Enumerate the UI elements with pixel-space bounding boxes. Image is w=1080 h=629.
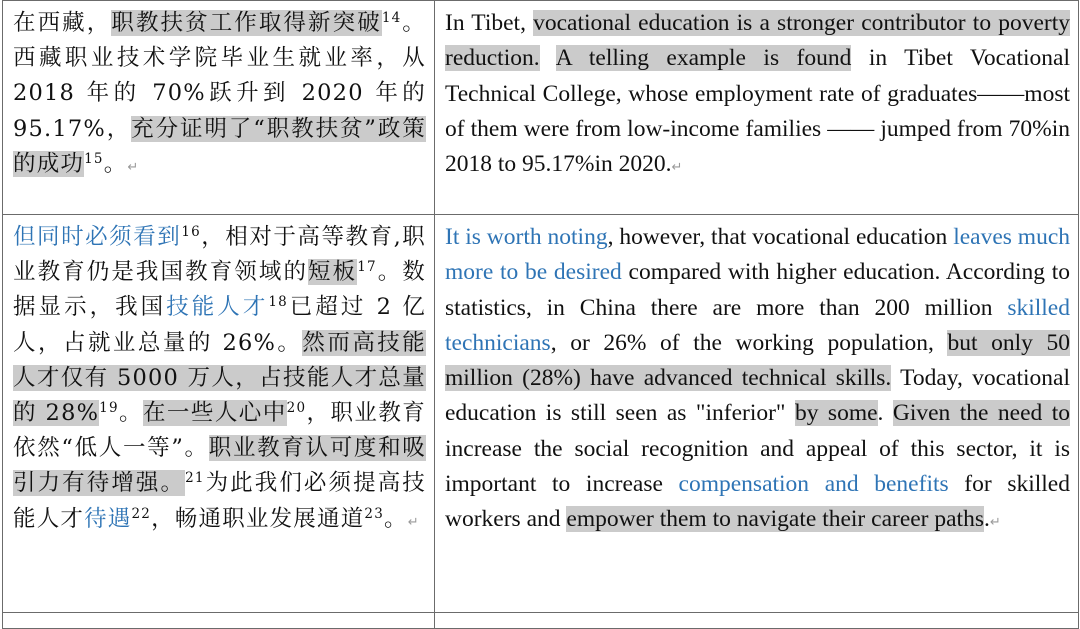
- text-segment: increase the social recognition and appeal of this sector, it is important to increase: [445, 435, 1070, 498]
- text-segment: 在西藏，: [13, 10, 112, 36]
- footnote-ref: 21: [185, 470, 205, 487]
- paragraph-mark: ↵: [407, 514, 420, 530]
- text-segment: Today, vocational education is still seen as "inferior": [445, 365, 1070, 427]
- text-segment: , or 26% of the working population,: [550, 329, 948, 356]
- highlighted-segment: 充分证明了“职教扶贫”政策的成功: [13, 115, 426, 177]
- text-segment: , however, that vocational education: [607, 224, 954, 250]
- table-row: [3, 215, 1079, 613]
- chinese-paragraph: [13, 220, 426, 540]
- highlighted-segment: 在一些人心中: [142, 400, 287, 427]
- chinese-cell[interactable]: [3, 1, 435, 215]
- term-segment: 但同时必须看到: [13, 224, 182, 250]
- term-segment: 待遇: [84, 505, 132, 532]
- text-segment: ，畅通职业发展通道: [151, 505, 365, 532]
- term-segment: compensation and benefits: [678, 471, 949, 498]
- highlighted-segment: 短板: [308, 259, 358, 286]
- text-segment: ，相对于高等教育,职业教育仍是我国教育领域的: [13, 224, 426, 286]
- paragraph-mark: ↵: [989, 515, 1001, 531]
- footnote-ref: 14: [381, 9, 402, 26]
- highlighted-segment: 职教扶贫工作取得新突破: [111, 10, 382, 36]
- english-paragraph: [445, 6, 1070, 185]
- highlighted-segment: empower them to navigate their career paths: [566, 506, 984, 533]
- text-segment: .: [984, 506, 990, 533]
- highlighted-segment: by some: [794, 400, 878, 427]
- footnote-ref: 19: [99, 399, 119, 416]
- footnote-ref: 16: [181, 223, 201, 240]
- footnote-ref: 17: [357, 259, 377, 276]
- text-segment: [540, 45, 556, 71]
- chinese-paragraph: [13, 6, 426, 185]
- text-segment: 。西藏职业技术学院毕业生就业率，从 2018 年的 70%跃升到 2020 年的 95.17%，: [13, 10, 427, 142]
- footnote-ref: 15: [84, 150, 104, 167]
- text-segment: compared with higher education. According to statistics, in China there are more than 200 million: [445, 259, 1071, 321]
- text-segment: for skilled workers and: [445, 471, 1070, 533]
- footnote-ref: 18: [268, 294, 288, 311]
- english-paragraph: [445, 220, 1070, 541]
- paragraph-mark: ↵: [127, 159, 140, 175]
- text-segment: 。: [103, 150, 128, 177]
- text-segment: 。数据显示，我国: [13, 259, 427, 321]
- text-segment: In Tibet,: [445, 10, 534, 36]
- text-segment: 为此我们必须提高技能人才: [13, 470, 426, 532]
- term-segment: 技能人才: [166, 294, 269, 321]
- english-cell[interactable]: [435, 1, 1079, 215]
- highlighted-segment: A telling example is found: [555, 45, 852, 72]
- highlighted-segment: 然而高技能人才仅有 5000 万人，占技能人才总量的 28%: [13, 329, 426, 427]
- paragraph-mark: ↵: [671, 160, 683, 176]
- english-cell[interactable]: [435, 215, 1079, 613]
- text-segment: ，职业教育依然“低人一等”。: [13, 400, 427, 462]
- footnote-ref: 20: [286, 399, 307, 416]
- highlighted-segment: vocational education is a stronger contributor to poverty reduction.: [445, 10, 1071, 72]
- text-segment: in Tibet Vocational Technical College, whose employment rate of graduates——most of them were from low-income families —— jumped from 70%in 2018 to 95.17%in 2020.: [445, 45, 1070, 178]
- translation-table: [2, 0, 1079, 629]
- text-segment: 。: [118, 400, 143, 427]
- footnote-ref: 22: [131, 505, 152, 522]
- term-segment: It is worth noting: [445, 224, 608, 250]
- chinese-cell[interactable]: [3, 215, 435, 613]
- footnote-ref: 23: [364, 505, 385, 522]
- highlighted-segment: 职业教育认可度和吸引力有待增强。: [13, 435, 426, 497]
- text-segment: 已超过 2 亿人，占就业总量的 26%。: [13, 294, 426, 356]
- table-row: [3, 1, 1079, 215]
- highlighted-segment: Given the need to: [892, 400, 1071, 427]
- text-segment: 。: [384, 505, 408, 532]
- text-segment: .: [877, 400, 893, 427]
- highlighted-segment: but only 50 million (28%) have advanced technical skills.: [445, 329, 1071, 392]
- term-segment: skilled technicians: [445, 294, 1070, 356]
- term-segment: leaves much more to be desired: [445, 224, 1070, 286]
